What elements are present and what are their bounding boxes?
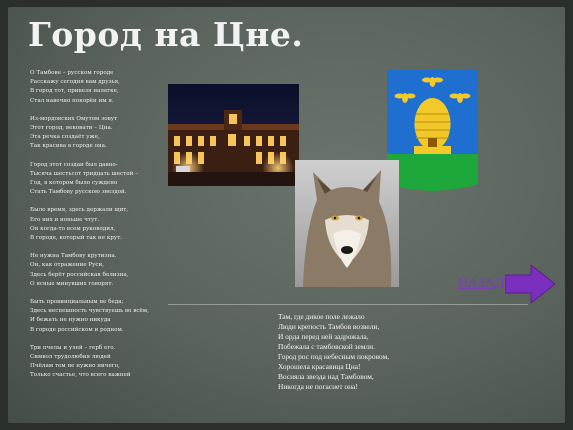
wolf-photo xyxy=(295,160,399,287)
poem-line: Побежала с тамбовской земли. xyxy=(278,342,375,351)
poem-line: Тысяча шестьсот тридцать шестой – xyxy=(30,170,138,177)
slide xyxy=(8,7,565,423)
poem-line: В город тот, привезя налегке, xyxy=(30,88,119,95)
poem-line: И бежать не нужно никуда xyxy=(30,317,111,324)
poem-line: Он когда-то всем руководил, xyxy=(30,225,116,232)
poem-line: Восияла звезда над Тамбовом, xyxy=(278,372,374,381)
poem-line: Здесь берёт российская белизна, xyxy=(30,271,129,278)
poem-line: И орда перед ней задрожала, xyxy=(278,332,369,341)
slide-title: Город на Цне. xyxy=(28,15,304,54)
poem-stanza xyxy=(30,298,170,335)
poem-line: Он, как отражение Руси, xyxy=(30,262,105,269)
tambov-coat-of-arms xyxy=(385,68,480,193)
poem-left xyxy=(30,69,170,390)
poem-line: Только счастье, что всего важней xyxy=(30,372,131,379)
poem-line: Так красива в городе она. xyxy=(30,143,107,150)
poem-stanza xyxy=(30,115,170,152)
poem-line: Символ трудолюбия людей xyxy=(30,354,111,361)
poem-line: Этот город, вековати – Цна. xyxy=(30,125,113,132)
poem-stanza xyxy=(30,161,170,198)
divider xyxy=(168,304,528,305)
poem-line: Быть провинциальным не беда; xyxy=(30,299,124,306)
poem-stanza xyxy=(30,344,170,381)
poem-line: О Тамбове – русском городе xyxy=(30,70,114,76)
poem-line: Его них и ноньше чтут. xyxy=(30,216,100,223)
poem-stanza xyxy=(30,69,170,106)
forward-arrow-icon[interactable] xyxy=(505,265,555,303)
poem-line: Пчёлам тем не нужно ничего, xyxy=(30,363,120,370)
poem-line: Стал навечно покорён им я. xyxy=(30,97,114,104)
poem-line: В городе российском и родном. xyxy=(30,326,124,333)
poem-line: Город этот создан был давно- xyxy=(30,161,118,168)
poem-line: Люди крепость Тамбов возвели, xyxy=(278,322,380,331)
poem-line: Расскажу сегодня вам друзья, xyxy=(30,79,120,86)
poem-line: Там, где дикое поле лежало xyxy=(278,312,365,321)
poem-stanza xyxy=(30,206,170,243)
poem-line: Эта речка создаёт уже, xyxy=(30,134,100,141)
poem-line: О ясные минувших говорят. xyxy=(30,280,114,287)
poem-line: Город рос под небесным покровом, xyxy=(278,352,390,361)
night-city-photo xyxy=(168,84,299,186)
poem-line: Никогда не погаснет она! xyxy=(278,382,358,391)
poem-line: Здесь неспешность чувствуешь во всём, xyxy=(30,308,149,315)
poem-line: Три пчелы и улей – герб его. xyxy=(30,344,116,351)
poem-line: В городе, который так не крут. xyxy=(30,235,123,242)
poem-line: Было время, здесь держали щит, xyxy=(30,207,129,214)
poem-line: Не нужна Тамбову крутизна. xyxy=(30,253,117,260)
back-link[interactable]: НАЗАД xyxy=(458,276,505,291)
poem-line: Год, в котором было суждено xyxy=(30,180,118,187)
poem-line: Стать Тамбову русскою звездой. xyxy=(30,189,127,196)
poem-line: Из-мордовских Омутом зовут xyxy=(30,115,118,122)
poem-right xyxy=(278,312,508,392)
poem-stanza xyxy=(30,252,170,289)
poem-line: Хорошела красавица Цна! xyxy=(278,362,361,371)
